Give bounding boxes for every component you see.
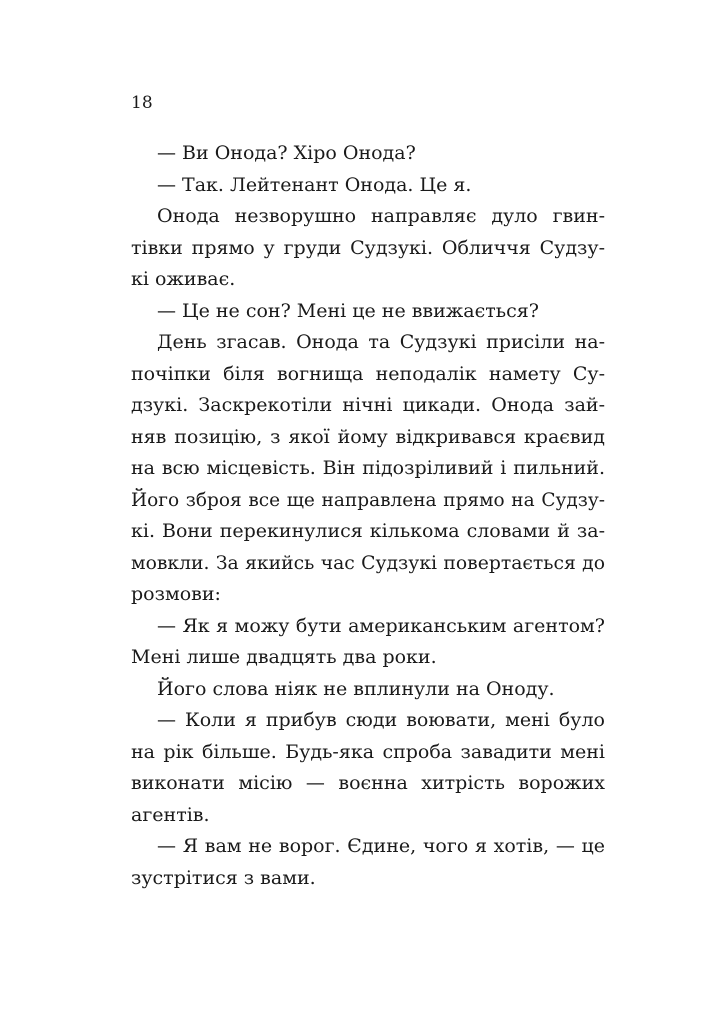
text-line: Мені лише двадцять два роки. <box>131 646 437 668</box>
text-line: Його зброя все ще направлена прямо на Судзу- <box>131 489 605 511</box>
text-line: — Так. Лейтенант Онода. Це я. <box>157 173 472 196</box>
text-line: на всю місцевість. Він підозріливий і пильний. <box>131 457 605 479</box>
body-text <box>131 138 605 894</box>
text-line: — Це не сон? Мені це не ввижається? <box>157 299 539 322</box>
text-line: агентів. <box>131 803 210 826</box>
page-number: 18 <box>131 93 153 113</box>
text-line: — Коли я прибув сюди воювати, мені було <box>157 709 605 731</box>
text-line: почіпки біля вогнища неподалік намету Су- <box>131 362 605 385</box>
text-line: зустрітися з вами. <box>131 866 316 889</box>
text-line: кі оживає. <box>131 268 236 290</box>
text-line: дзукі. Заскрекотіли нічні цикади. Онода зай- <box>131 394 605 416</box>
text-line: няв позицію, з якої йому відкривався краєвид <box>131 425 605 448</box>
text-line: День згасав. Онода та Судзукі присіли на- <box>157 331 605 353</box>
text-line: мовкли. За якийсь час Судзукі повертається до <box>131 552 605 574</box>
text-line: виконати місію — воєнна хитрість ворожих <box>131 772 605 794</box>
text-line: Онода незворушно направляє дуло гвин- <box>157 205 605 227</box>
text-line: розмови: <box>131 583 221 605</box>
text-line: — Я вам не ворог. Єдине, чого я хотів, — це <box>157 835 605 857</box>
text-line: на рік більше. Будь-яка спроба завадити мені <box>131 740 605 763</box>
text-line: тівки прямо у груди Судзукі. Обличчя Судзу- <box>131 236 605 259</box>
text-line: Його слова ніяк не вплинули на Оноду. <box>157 677 555 700</box>
text-line: — Як я можу бути американським агентом? <box>157 614 605 637</box>
text-line: — Ви Онода? Хіро Онода? <box>157 142 416 164</box>
text-line: кі. Вони перекинулися кількома словами й за- <box>131 520 605 542</box>
